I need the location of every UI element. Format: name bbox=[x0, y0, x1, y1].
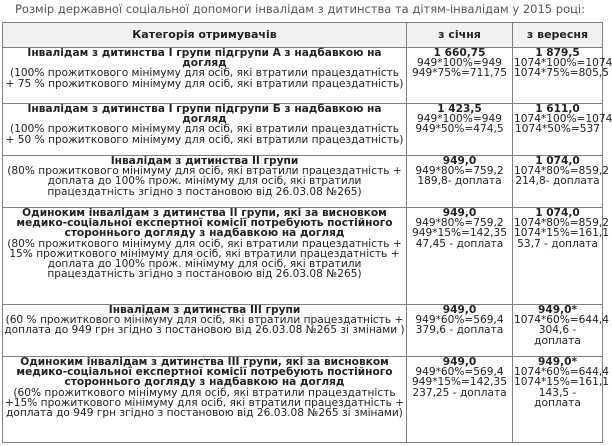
category-note: (100% прожиткового мінімуму для осіб, які втратили працездатність + 50 % прожиткового мінімуму для осіб, які втратили працездатність) bbox=[5, 123, 404, 146]
jan-calc: 949*100%=949 bbox=[417, 113, 502, 126]
jan-calc: 949*60%=569,4 bbox=[415, 366, 504, 379]
category-title: Одиноким інвалідам з дитинства ІІІ групи, які за висновком медико-соціальної експертної комісії потребують постійного стороннього догляду з надбавкою на догляд bbox=[16, 356, 393, 389]
header-jan: з січня bbox=[407, 23, 513, 48]
sep-calc: 304,6 - доплата bbox=[534, 324, 581, 347]
table-row bbox=[3, 357, 603, 443]
jan-calc: 949*15%=142,35 bbox=[411, 376, 507, 389]
sep-amount: 1 611,0 bbox=[535, 103, 580, 115]
category-cell bbox=[3, 357, 407, 443]
page-title: Розмір державної соціальної допомоги інвалідам з дитинства та дітям-інвалідам у 2015 році: bbox=[14, 2, 586, 16]
header-sep: з вересня bbox=[513, 23, 603, 48]
category-title: Одиноким інвалідам з дитинства ІІ групи, які за висновком медико-соціальної експертної комісії потребують постійного стороннього догляду з надбавкою на догляд bbox=[16, 207, 393, 240]
jan-cell bbox=[407, 48, 513, 104]
category-note: (60 % прожиткового мінімуму для осіб, які втратили працездатність + доплата до 949 грн згідно з постановою від 26.03.08 №265 зі змінами ) bbox=[4, 314, 405, 337]
sep-calc: 1074*80%=859,2 bbox=[514, 165, 610, 178]
category-title: Інвалідам з дитинства І групи підгрупи А з надбавкою на догляд bbox=[27, 47, 382, 70]
sep-calc: 1074*100%=1074 bbox=[514, 113, 612, 126]
jan-calc: 949*80%=759,2 bbox=[415, 165, 504, 178]
sep-calc: 1074*60%=644,4 bbox=[514, 314, 610, 327]
jan-calc: 949*75%=711,75 bbox=[411, 67, 507, 80]
jan-calc: 189,8- доплата bbox=[417, 175, 502, 188]
jan-calc: 47,45 - доплата bbox=[415, 237, 504, 250]
category-title: Інвалідам з дитинства І групи підгрупи Б з надбавкою на догляд bbox=[27, 103, 382, 126]
sep-cell bbox=[513, 356, 610, 443]
category-cell bbox=[3, 305, 407, 357]
sep-calc: 1074*80%=859,2 bbox=[514, 217, 610, 230]
jan-calc: 949*60%=569,4 bbox=[415, 314, 504, 327]
table-header-row bbox=[3, 23, 603, 48]
jan-amount: 949,0 bbox=[442, 155, 477, 167]
sep-amount: 1 074,0 bbox=[535, 155, 580, 167]
category-note: (60% прожиткового мінімуму для осіб, які втратили працездатність +15% прожиткового мінімуму для осіб, які втратили працездатність + доплата до 949 грн згідно з постановою від 26.03.08 №265 зі змінами) bbox=[4, 386, 405, 420]
sep-calc: 1074*60%=644,4 bbox=[514, 366, 610, 379]
sep-calc: 214,8- доплата bbox=[515, 175, 600, 188]
sep-calc: 1074*75%=805,5 bbox=[514, 67, 610, 80]
sep-calc: 1074*100%=1074 bbox=[514, 57, 612, 70]
jan-cell bbox=[407, 104, 513, 156]
sep-amount: 1 879,5 bbox=[535, 47, 580, 59]
table-row bbox=[3, 48, 603, 104]
sep-cell bbox=[513, 47, 612, 104]
table-row bbox=[3, 104, 603, 156]
jan-calc: 949*15%=142,35 bbox=[411, 227, 507, 240]
jan-amount: 949,0 bbox=[442, 207, 477, 219]
jan-amount: 949,0 bbox=[442, 304, 477, 316]
sep-calc: 53,7 - доплата bbox=[517, 237, 598, 250]
table-row bbox=[3, 156, 603, 208]
category-cell bbox=[3, 156, 407, 208]
table-row bbox=[3, 305, 603, 357]
jan-calc: 949*50%=474,5 bbox=[415, 123, 504, 136]
category-title: Інвалідам з дитинства ІІ групи bbox=[110, 155, 299, 167]
jan-amount: 1 660,75 bbox=[433, 47, 486, 59]
sep-cell bbox=[513, 103, 612, 156]
sep-amount: 949,0* bbox=[537, 356, 578, 368]
jan-calc: 379,6 - доплата bbox=[415, 324, 504, 337]
header-category: Категорія отримувачів bbox=[3, 23, 407, 48]
category-cell bbox=[3, 208, 407, 305]
table-row bbox=[3, 208, 603, 305]
jan-cell bbox=[407, 305, 513, 357]
category-note: (80% прожиткового мінімуму для осіб, які втратили працездатність + 15% прожиткового мінімуму для осіб, які втратили працездатність + доплата до 100% прож. мінімуму для осіб, які втратили працездатність згідно з постановою від 26.03.08 №265) bbox=[7, 237, 402, 281]
jan-amount: 949,0 bbox=[442, 356, 477, 368]
jan-cell bbox=[407, 156, 513, 208]
jan-amount: 1 423,5 bbox=[437, 103, 482, 115]
category-note: (80% прожиткового мінімуму для осіб, які втратили працездатність + доплата до 100% прож. мінімуму для осіб, які втратили працездатність згідно з постановою від 26.03.08 №265) bbox=[7, 165, 402, 198]
category-title: Інвалідам з дитинства ІІІ групи bbox=[108, 304, 301, 316]
sep-calc: 1074*15%=161,1 bbox=[514, 227, 610, 240]
sep-calc: 143,5 - доплата bbox=[534, 386, 581, 409]
jan-calc: 949*100%=949 bbox=[417, 57, 502, 70]
jan-calc: 237,25 - доплата bbox=[412, 386, 507, 399]
category-cell bbox=[3, 48, 407, 104]
category-cell bbox=[3, 104, 407, 156]
assistance-table bbox=[2, 22, 612, 443]
jan-cell bbox=[407, 357, 513, 443]
jan-cell bbox=[407, 208, 513, 305]
sep-amount: 949,0* bbox=[537, 304, 578, 316]
jan-calc: 949*80%=759,2 bbox=[415, 217, 504, 230]
sep-cell bbox=[513, 155, 610, 208]
sep-cell bbox=[513, 304, 610, 357]
category-note: (100% прожиткового мінімуму для осіб, які втратили працездатність + 75 % прожиткового мінімуму для осіб, які втратили працездатність) bbox=[5, 67, 404, 90]
sep-amount: 1 074,0 bbox=[535, 207, 580, 219]
sep-calc: 1074*15%=161,1 bbox=[514, 376, 610, 389]
sep-cell bbox=[513, 207, 610, 305]
sep-calc: 1074*50%=537 bbox=[515, 123, 600, 136]
